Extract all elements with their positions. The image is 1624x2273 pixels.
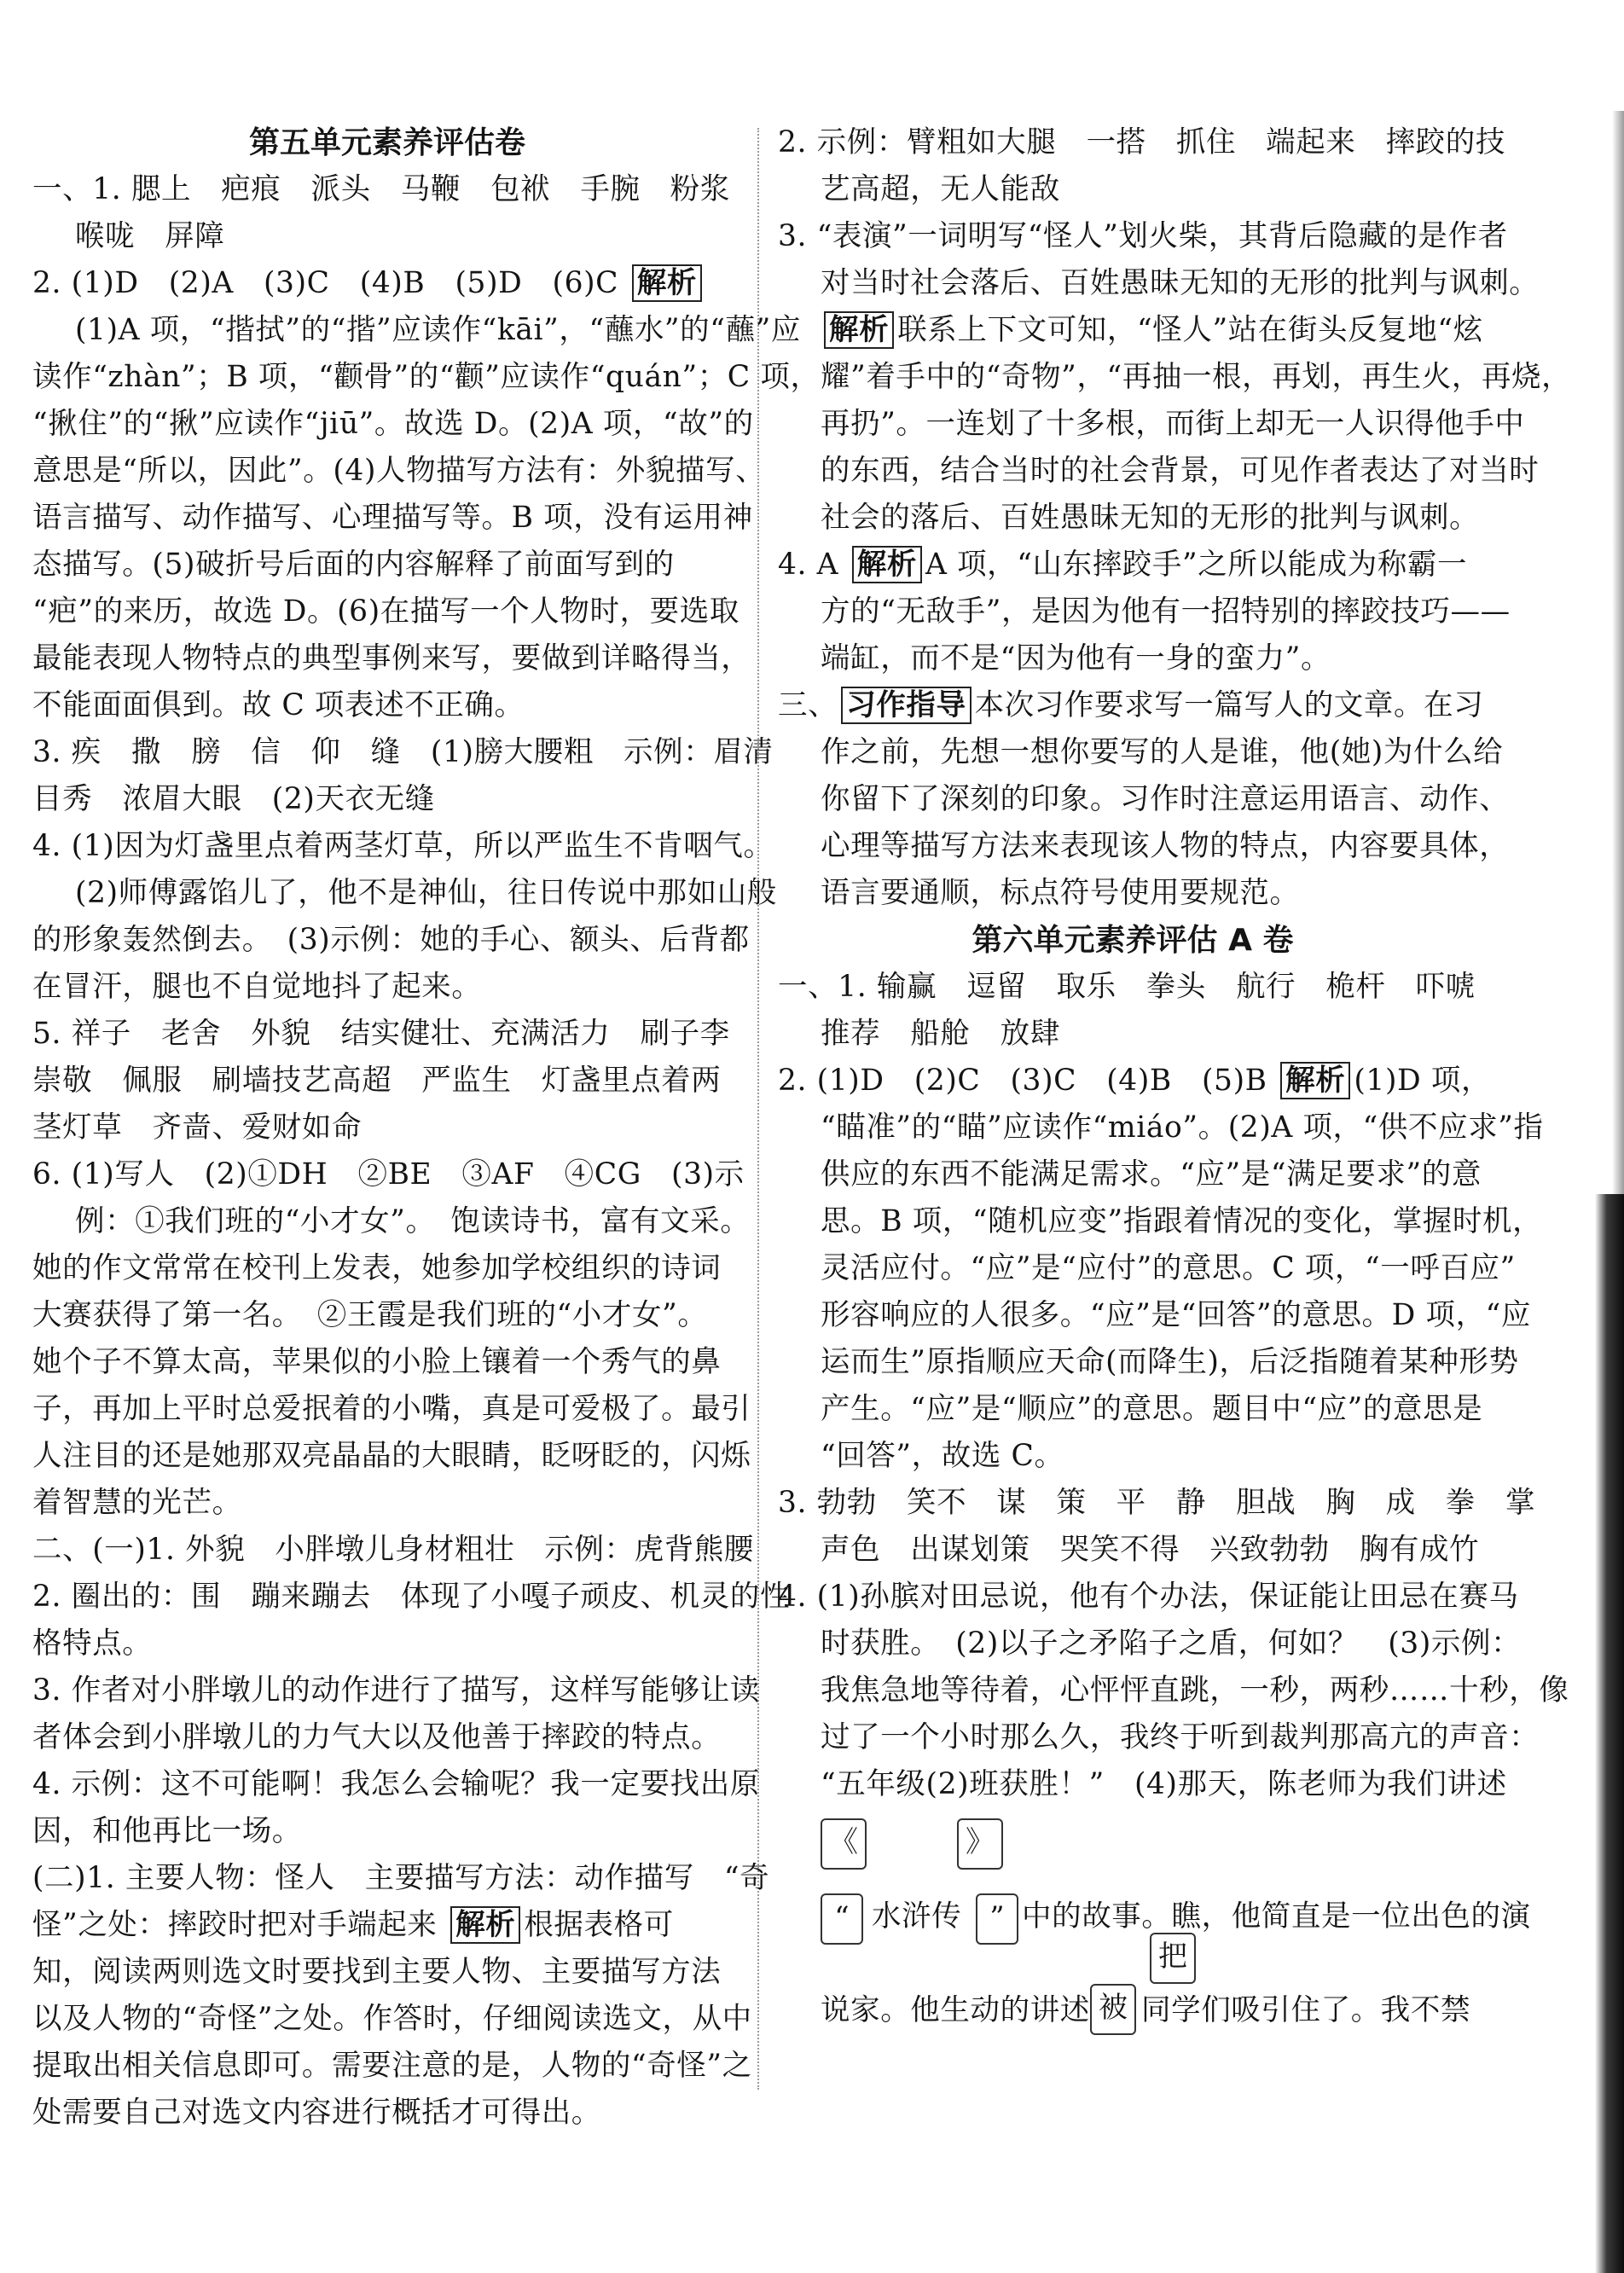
text-line: “疤”的来历，故选 D。(6)在描写一个人物时，要选取 (32, 594, 740, 629)
text-line: 时获胜。 (2)以子之矛陷子之盾，何如？ (3)示例： (821, 1626, 1522, 1661)
quote-open-box: “ (821, 1893, 863, 1945)
text-line: 处需要自己对选文内容进行概括才可得出。 (32, 2096, 601, 2130)
text-line: 二、(一)1. 外貌 小胖墩儿身材粗壮 示例：虎背熊腰 (32, 1533, 754, 1567)
book-title-open-box: 《 (821, 1818, 867, 1870)
text-line: “揪住”的“揪”应读作“jiū”。故选 D。(2)A 项，“故”的 (32, 407, 754, 441)
text-line (778, 682, 1488, 729)
text-line: 态描写。(5)破折号后面的内容解释了前面写到的 (32, 548, 675, 582)
text-line: (1)A 项，“揩拭”的“揩”应读作“kāi”，“蘸水”的“蘸”应 (75, 313, 801, 347)
text-line: 语言要通顺，标点符号使用要规范。 (821, 876, 1300, 910)
text-line: 方的“无敌手”，是因为他有一招特别的摔跤技巧—— (821, 594, 1511, 629)
text-line: 4. (1)因为灯盏里点着两茎灯草，所以严监生不肯咽气。 (32, 829, 774, 863)
text-line: “五年级(2)班获胜！” (4)那天，陈老师为我们讲述 (821, 1767, 1507, 1801)
text-line: “瞄准”的“瞄”应读作“miáo”。(2)A 项，“供不应求”指 (821, 1110, 1544, 1145)
analysis-tag: 解析 (824, 311, 894, 349)
text-line: 在冒汗，腿也不自觉地抖了起来。 (32, 970, 482, 1004)
line-text: (1)D 项， (1354, 1064, 1492, 1098)
unit6-title: 第六单元素养评估 A 卷 (972, 923, 1294, 958)
text-line: 端缸，而不是“因为他有一身的蛮力”。 (821, 641, 1331, 676)
text-line: 3. 疾 撒 膀 信 仰 缝 (1)膀大腰粗 示例：眉清 (32, 735, 774, 769)
text-line: 茎灯草 齐啬、爱财如命 (32, 1110, 362, 1145)
analysis-tag: 解析 (1280, 1062, 1350, 1099)
text-line: 艺高超，无人能敌 (821, 172, 1060, 206)
book-title-close-box: 》 (957, 1818, 1003, 1870)
text-line (778, 307, 1488, 354)
text-line: 着智慧的光芒。 (32, 1486, 242, 1520)
line-text: 三、 (778, 688, 838, 722)
diagram-text: 同学们吸引住了。我不禁 (1141, 1993, 1471, 2027)
text-line: “回答”，故选 C。 (821, 1439, 1064, 1473)
text-line: 她个子不算太高，苹果似的小脸上镶着一个秀气的鼻 (32, 1345, 722, 1379)
text-line: 者体会到小胖墩儿的力气大以及他善于摔跤的特点。 (32, 1720, 722, 1754)
writing-guide-tag: 习作指导 (841, 687, 971, 724)
text-line: 再扔”。一连划了十多根，而街上却无一人识得他手中 (821, 407, 1525, 441)
analysis-tag: 解析 (450, 1906, 520, 1944)
text-line: 例：①我们班的“小才女”。 饱读诗书，富有文采。 (75, 1204, 751, 1238)
text-line: 对当时社会落后、百姓愚昧无知的无形的批判与讽刺。 (821, 266, 1540, 300)
text-line: 6. (1)写人 (2)①DH ②BE ③AF ④CG (3)示 (32, 1157, 745, 1192)
line-text: 2. (1)D (2)A (3)C (4)B (5)D (6)C (32, 266, 619, 300)
text-line: 目秀 浓眉大眼 (2)天衣无缝 (32, 782, 435, 816)
text-line: 因，和他再比一场。 (32, 1814, 302, 1848)
text-line: 声色 出谋划策 哭笑不得 兴致勃勃 胸有成竹 (821, 1533, 1480, 1567)
line-text: 4. A (778, 548, 839, 582)
diagram-text: 水浒传 (872, 1899, 962, 1934)
diagram-text: 中的故事。瞧，他简直是一位出色的演 (1022, 1899, 1531, 1934)
text-line: 意思是“所以，因此”。(4)人物描写方法有：外貌描写、 (32, 454, 766, 488)
text-line: 提取出相关信息即可。需要注意的是，人物的“奇怪”之 (32, 2049, 752, 2083)
text-line: 运而生”原指顺应天命(而降生)，后泛指随着某种形势 (821, 1345, 1519, 1379)
text-line (32, 260, 742, 307)
text-line: 读作“zhàn”；B 项，“颧骨”的“颧”应读作“quán”；C 项， (32, 360, 821, 394)
text-line: 你留下了深刻的印象。习作时注意运用语言、动作、 (821, 782, 1510, 816)
text-line: 2. 示例：臂粗如大腿 一搭 抓住 端起来 摔跤的技 (778, 125, 1505, 159)
text-line: 推荐 船舱 放肆 (821, 1017, 1060, 1051)
text-line: 灵活应付。“应”是“应付”的意思。C 项，“一呼百应” (821, 1251, 1516, 1285)
analysis-tag: 解析 (852, 546, 922, 583)
diagram-text: 说家。他生动的讲述 (821, 1993, 1090, 2027)
text-line: 崇敬 佩服 刷墙技艺高超 严监生 灯盏里点着两 (32, 1064, 722, 1098)
punctuation-correction-diagram (778, 1813, 1531, 2035)
text-line: 一、1. 输赢 逗留 取乐 拳头 航行 桅杆 吓唬 (778, 970, 1476, 1004)
text-line: 子，再加上平时总爱抿着的小嘴，真是可爱极了。最引 (32, 1392, 751, 1426)
text-line: 大赛获得了第一名。 ②王霞是我们班的“小才女”。 (32, 1298, 708, 1332)
text-line: 4. (1)孙膑对田忌说，他有个办法，保证能让田忌在赛马 (778, 1580, 1519, 1614)
text-line: (二)1. 主要人物：怪人 主要描写方法：动作描写 “奇 (32, 1861, 770, 1895)
text-line: 人注目的还是她那双亮晶晶的大眼睛，眨呀眨的，闪烁 (32, 1439, 751, 1473)
text-line: 产生。“应”是“顺应”的意思。题目中“应”的意思是 (821, 1392, 1483, 1426)
page-edge-shadow (1595, 1194, 1624, 2273)
text-line: 供应的东西不能满足需求。“应”是“满足要求”的意 (821, 1157, 1482, 1192)
line-text: 2. (1)D (2)C (3)C (4)B (5)B (778, 1064, 1267, 1098)
text-line: 我焦急地等待着，心怦怦直跳，一秒，两秒……十秒，像 (821, 1673, 1569, 1708)
text-line: 过了一个小时那么久，我终于听到裁判那高亢的声音： (821, 1720, 1540, 1754)
correction-box-ba: 把 (1150, 1933, 1196, 1984)
text-line: 3. “表演”一词明写“怪人”划火柴，其背后隐藏的是作者 (778, 219, 1508, 253)
correction-box-bei: 被 (1090, 1984, 1136, 2035)
text-line: 不能面面俱到。故 C 项表述不正确。 (32, 688, 525, 722)
right-column (778, 119, 1572, 2035)
text-line: 以及人物的“奇怪”之处。作答时，仔细阅读选文，从中 (32, 2002, 752, 2036)
text-line: 喉咙 屏障 (75, 219, 225, 253)
line-text: A 项，“山东摔跤手”之所以能成为称霸一 (925, 548, 1468, 582)
page-edge-shadow-top (1612, 111, 1624, 1194)
text-line (32, 1902, 742, 1949)
line-text: 怪”之处：摔跤时把对手端起来 (32, 1908, 438, 1942)
text-line (778, 542, 1488, 589)
text-line: 心理等描写方法来表现该人物的特点，内容要具体， (821, 829, 1510, 863)
line-text: 联系上下文可知，“怪人”站在街头反复地“炫 (897, 313, 1483, 347)
text-line: 语言描写、动作描写、心理描写等。B 项，没有运用神 (32, 501, 753, 535)
text-line: 耀”着手中的“奇物”，“再抽一根，再划，再生火，再烧， (821, 360, 1572, 394)
text-line: 5. 祥子 老舍 外貌 结实健壮、充满活力 刷子李 (32, 1017, 730, 1051)
analysis-tag: 解析 (632, 264, 702, 302)
text-line: 4. 示例：这不可能啊！我怎么会输呢？我一定要找出原 (32, 1767, 760, 1801)
text-line: 知，阅读两则选文时要找到主要人物、主要描写方法 (32, 1955, 722, 1989)
text-line: 她的作文常常在校刊上发表，她参加学校组织的诗词 (32, 1251, 722, 1285)
text-line: 的形象轰然倒去。 (3)示例：她的手心、额头、后背都 (32, 923, 750, 957)
text-line: 的东西，结合当时的社会背景，可见作者表达了对当时 (821, 454, 1540, 488)
line-text: 根据表格可 (524, 1908, 674, 1942)
text-line: 作之前，先想一想你要写的人是谁，他(她)为什么给 (821, 735, 1504, 769)
text-line: 格特点。 (32, 1626, 153, 1661)
text-line: 3. 作者对小胖墩儿的动作进行了描写，这样写能够让读 (32, 1673, 760, 1708)
text-line: 形容响应的人很多。“应”是“回答”的意思。D 项，“应 (821, 1298, 1532, 1332)
text-line: 一、1. 腮上 疤痕 派头 马鞭 包袱 手腕 粉浆 (32, 172, 730, 206)
text-line: 2. 圈出的：围 蹦来蹦去 体现了小嘎子顽皮、机灵的性 (32, 1580, 791, 1614)
text-line: 最能表现人物特点的典型事例来写，要做到详略得当， (32, 641, 751, 676)
text-line: 思。B 项，“随机应变”指跟着情况的变化，掌握时机， (821, 1204, 1543, 1238)
text-line (778, 1058, 1492, 1105)
line-text: 本次习作要求写一篇写人的文章。在习 (974, 688, 1484, 722)
unit5-title: 第五单元素养评估卷 (248, 125, 525, 160)
text-line: 3. 勃勃 笑不 谋 策 平 静 胆战 胸 成 拳 掌 (778, 1486, 1536, 1520)
quote-close-box: ” (976, 1893, 1018, 1945)
text-line: 社会的落后、百姓愚昧无知的无形的批判与讽刺。 (821, 501, 1480, 535)
text-line: (2)师傅露馅儿了，他不是神仙，往日传说中那如山般 (75, 876, 777, 910)
